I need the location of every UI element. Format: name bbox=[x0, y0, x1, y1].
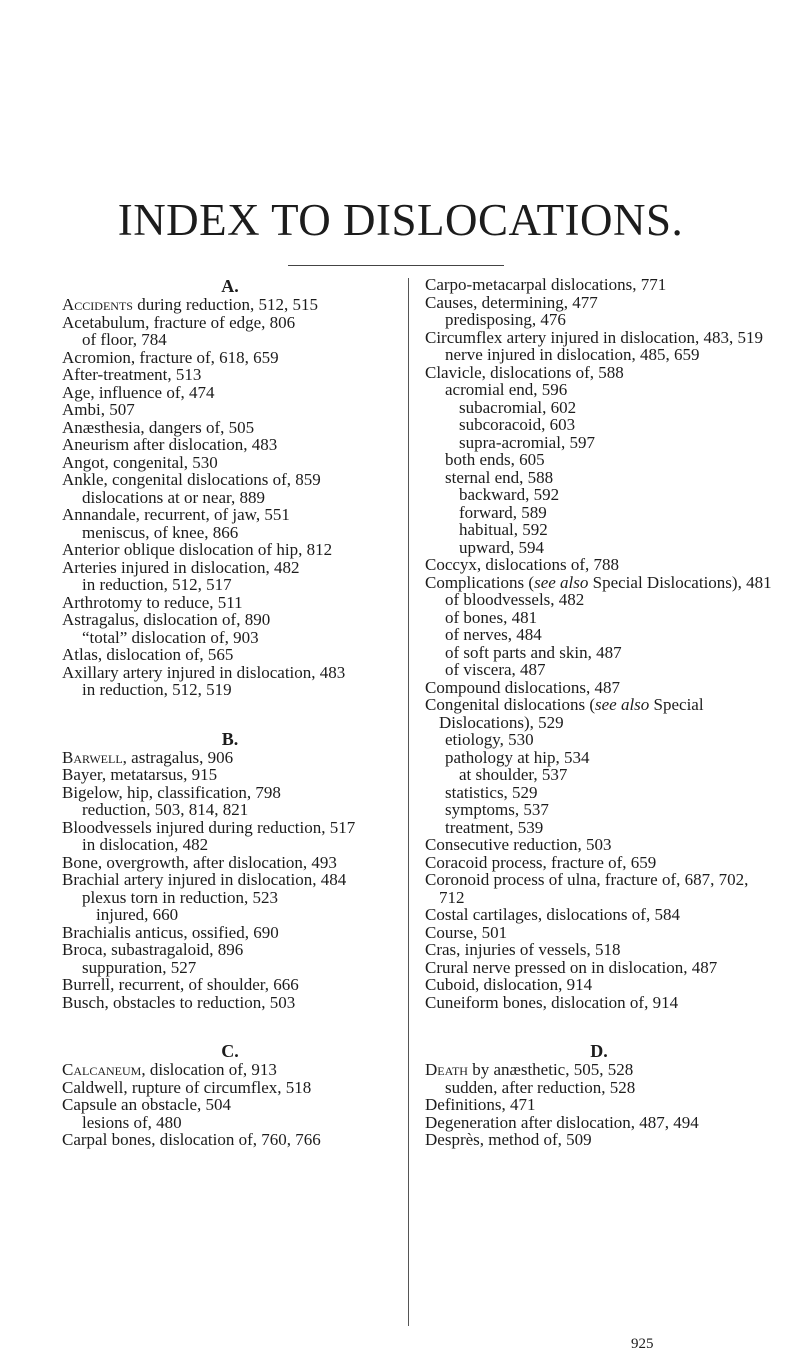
index-entry: dislocations at or near, 889 bbox=[82, 487, 265, 507]
index-entry: in reduction, 512, 517 bbox=[82, 575, 232, 594]
index-entry: sternal end, 588 bbox=[445, 467, 554, 487]
index-entry: plexus torn in reduction, 523 bbox=[82, 887, 278, 907]
entry-head: Accidents bbox=[62, 295, 133, 314]
index-entry: lesions of, 480 bbox=[82, 1112, 182, 1132]
index-entry: sudden, after reduction, 528 bbox=[445, 1077, 636, 1097]
index-entry: of soft parts and skin, 487 bbox=[445, 642, 622, 662]
index-entry: Desprès, method of, 509 bbox=[425, 1130, 592, 1149]
index-entry: After-treatment, 513 bbox=[62, 365, 202, 384]
index-entry: in dislocation, 482 bbox=[82, 835, 209, 854]
entry-head: Barwell bbox=[62, 747, 123, 767]
index-entry: Anterior oblique dislocation of hip, 812 bbox=[62, 540, 333, 559]
index-entry: predisposing, 476 bbox=[445, 310, 566, 329]
index-entry: Axillary artery injured in dislocation, 483 bbox=[62, 662, 346, 682]
index-entry bbox=[425, 696, 773, 731]
page-number: 925 bbox=[631, 1336, 654, 1352]
index-entry: Brachial artery injured in dislocation, 484 bbox=[62, 870, 347, 889]
entry-head: Death bbox=[425, 1060, 468, 1079]
entry-text: , dislocation of, 913 bbox=[141, 1060, 277, 1079]
index-entry: suppuration, 527 bbox=[82, 957, 197, 977]
index-entry: reduction, 503, 814, 821 bbox=[82, 800, 249, 819]
index-entry: Annandale, recurrent, of jaw, 551 bbox=[62, 505, 290, 524]
index-entry: Burrell, recurrent, of shoulder, 666 bbox=[62, 975, 299, 994]
index-entry: nerve injured in dislocation, 485, 659 bbox=[445, 345, 700, 364]
index-entry: Costal cartilages, dislocations of, 584 bbox=[425, 905, 680, 924]
index-entry: “total” dislocation of, 903 bbox=[82, 627, 259, 647]
index-entry: Angot, congenital, 530 bbox=[62, 452, 218, 472]
section-letter: A. bbox=[221, 276, 239, 296]
index-entry: Busch, obstacles to reduction, 503 bbox=[62, 992, 296, 1012]
index-entry: at shoulder, 537 bbox=[459, 765, 568, 784]
index-entry: Age, influence of, 474 bbox=[62, 382, 215, 402]
index-entry: Coracoid process, fracture of, 659 bbox=[425, 852, 657, 872]
section-letter: B. bbox=[221, 728, 239, 749]
index-entry: Aneurism after dislocation, 483 bbox=[62, 435, 278, 454]
right-column bbox=[425, 276, 773, 1149]
index-entry: upward, 594 bbox=[459, 537, 544, 557]
index-entry: meniscus, of knee, 866 bbox=[82, 522, 239, 542]
index-entry: of bones, 481 bbox=[445, 607, 538, 627]
index-entry: of nerves, 484 bbox=[445, 625, 542, 644]
entry-text: Special Dislocations), 529 bbox=[439, 695, 704, 732]
title-rule bbox=[288, 265, 504, 266]
index-entry: Acromion, fracture of, 618, 659 bbox=[62, 347, 279, 367]
section-letter: D. bbox=[590, 1041, 608, 1061]
index-entry: statistics, 529 bbox=[445, 782, 538, 802]
index-entry: Cuneiform bones, dislocation of, 914 bbox=[425, 992, 679, 1012]
index-entry: Carpo-metacarpal dislocations, 771 bbox=[425, 275, 667, 294]
index-entry: Bone, overgrowth, after dislocation, 493 bbox=[62, 852, 337, 872]
index-entry: Coccyx, dislocations of, 788 bbox=[425, 555, 620, 574]
index-entry: Cuboid, dislocation, 914 bbox=[425, 975, 593, 994]
index-entry: etiology, 530 bbox=[445, 730, 534, 749]
index-entry: of viscera, 487 bbox=[445, 660, 546, 679]
entry-text: Congenital dislocations ( bbox=[425, 695, 595, 714]
index-entry: Arteries injured in dislocation, 482 bbox=[62, 557, 300, 577]
entry-italic: see also bbox=[534, 572, 589, 592]
index-entry: Bigelow, hip, classification, 798 bbox=[62, 782, 281, 802]
index-entry: Bayer, metatarsus, 915 bbox=[62, 765, 218, 784]
entry-text: during reduction, 512, 515 bbox=[132, 295, 319, 314]
index-entry: acromial end, 596 bbox=[445, 380, 568, 399]
index-entry: Caldwell, rupture of circumflex, 518 bbox=[62, 1077, 312, 1097]
index-entry: Degeneration after dislocation, 487, 494 bbox=[425, 1112, 699, 1132]
index-entry bbox=[425, 574, 773, 592]
entry-head: Calcaneum bbox=[62, 1060, 142, 1079]
index-entry: Broca, subastragaloid, 896 bbox=[62, 940, 244, 959]
page-title: INDEX TO DISLOCATIONS. bbox=[117, 195, 684, 245]
index-entry: Coronoid process of ulna, fracture of, 687, 702, 712 bbox=[425, 870, 749, 907]
index-entry: of floor, 784 bbox=[82, 330, 167, 349]
section-letter: C. bbox=[221, 1041, 239, 1061]
index-entry: Crural nerve pressed on in dislocation, 487 bbox=[425, 957, 718, 977]
index-entry: Compound dislocations, 487 bbox=[425, 677, 621, 697]
entry-text: Complications ( bbox=[425, 572, 535, 592]
index-entry: Course, 501 bbox=[425, 922, 508, 942]
index-entry: forward, 589 bbox=[459, 502, 547, 522]
index-entry: treatment, 539 bbox=[445, 817, 544, 837]
index-entry bbox=[62, 749, 398, 767]
index-entry: in reduction, 512, 519 bbox=[82, 680, 232, 699]
entry-text: Special Dislocations), 481 bbox=[588, 572, 772, 592]
index-entry bbox=[62, 1061, 398, 1079]
index-entry: Definitions, 471 bbox=[425, 1095, 536, 1114]
index-entry: Acetabulum, fracture of edge, 806 bbox=[62, 312, 296, 332]
index-entry: pathology at hip, 534 bbox=[445, 747, 590, 767]
index-entry: Astragalus, dislocation of, 890 bbox=[62, 610, 271, 629]
index-entry: Anæsthesia, dangers of, 505 bbox=[62, 417, 255, 437]
index-entry: Bloodvessels injured during reduction, 517 bbox=[62, 817, 356, 837]
column-divider bbox=[408, 278, 409, 1326]
index-entry: both ends, 605 bbox=[445, 450, 545, 469]
index-entry: Circumflex artery injured in dislocation, 483, 519 bbox=[425, 327, 764, 347]
index-entry: subcoracoid, 603 bbox=[459, 415, 576, 434]
index-entry: Carpal bones, dislocation of, 760, 766 bbox=[62, 1130, 321, 1149]
index-entry: Brachialis anticus, ossified, 690 bbox=[62, 922, 279, 942]
index-entry: backward, 592 bbox=[459, 485, 560, 504]
entry-text: , astragalus, 906 bbox=[122, 747, 234, 767]
index-entry: subacromial, 602 bbox=[459, 397, 577, 417]
index-entry: Capsule an obstacle, 504 bbox=[62, 1095, 232, 1114]
index-entry: supra-acromial, 597 bbox=[459, 432, 595, 452]
index-entry: Cras, injuries of vessels, 518 bbox=[425, 940, 621, 959]
index-entry: Ankle, congenital dislocations of, 859 bbox=[62, 470, 321, 489]
index-entry: Clavicle, dislocations of, 588 bbox=[425, 362, 624, 382]
index-entry: Consecutive reduction, 503 bbox=[425, 835, 612, 854]
index-entry bbox=[62, 296, 398, 314]
index-entry: Ambi, 507 bbox=[62, 400, 135, 419]
index-entry: Atlas, dislocation of, 565 bbox=[62, 645, 234, 664]
index-entry bbox=[425, 1061, 773, 1079]
index-entry: of bloodvessels, 482 bbox=[445, 590, 585, 609]
index-entry: Causes, determining, 477 bbox=[425, 292, 598, 312]
index-entry: Arthrotomy to reduce, 511 bbox=[62, 592, 243, 612]
index-entry: injured, 660 bbox=[96, 905, 179, 924]
index-entry: habitual, 592 bbox=[459, 520, 548, 539]
entry-italic: see also bbox=[594, 695, 650, 714]
index-entry: symptoms, 537 bbox=[445, 800, 549, 819]
left-column bbox=[62, 276, 398, 1149]
entry-text: by anæsthetic, 505, 528 bbox=[467, 1060, 634, 1079]
